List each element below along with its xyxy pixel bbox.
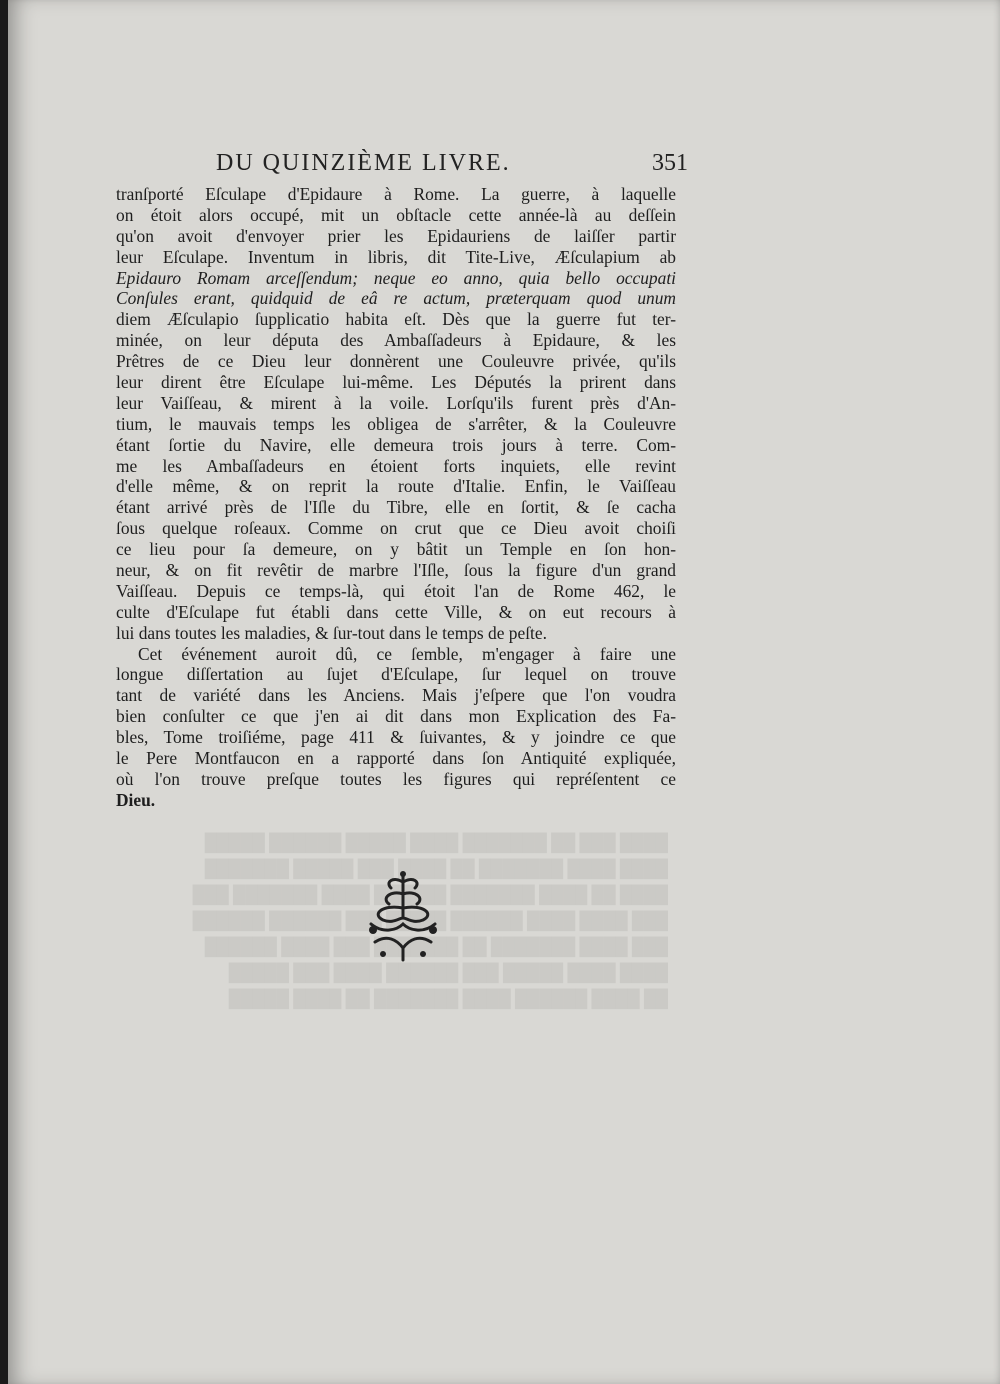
text-line: tant de variété dans les Anciens. Mais j'eſpere que l'on voudra (116, 685, 676, 706)
text-line: qu'on avoit d'envoyer prier les Epidauriens de laiſſer partir (116, 225, 676, 246)
text-line: leur dirent être Eſculape lui-même. Les Députés la prirent dans (116, 372, 676, 393)
bleed-through-text: ████ ███ ██ ███████ ████ █████ ██████ █████ ████ ████ ███████ ██ ████ ███ █████ ███████ ████ ██ ████ ███████ ██████ ████ ███████ ███ ███ ████ ████ ██████ █████ ███ ██████ ██████ ███ ████ ███████ ██ ███████ ███ ████ ██████ ████ ████ █████ ███ ██████ ████ ███ █████ ██ ████ ██████ ████ ███████ ██ ████ █████ (192, 833, 668, 1008)
text-line: Epidauro Romam arceſſendum; neque eo anno, quia bello occupati (116, 267, 676, 288)
text-line: tium, le mauvais temps les obligea de s'arrêter, & la Couleuvre (116, 413, 676, 434)
text-line: ſous quelque roſeaux. Comme on crut que ce Dieu avoit choiſi (116, 518, 676, 539)
text-line: Prêtres de ce Dieu leur donnèrent une Couleuvre privée, qu'ils (116, 351, 676, 372)
text-line: tranſporté Eſculape d'Epidaure à Rome. La guerre, à laquelle (116, 184, 676, 204)
text-line: culte d'Eſculape fut établi dans cette Ville, & on eut recours à (116, 601, 676, 622)
running-title: DU QUINZIÈME LIVRE. (216, 150, 511, 176)
text-line: ce lieu pour ſa demeure, on y bâtit un Temple en ſon hon- (116, 539, 676, 560)
text-line: longue diſſertation au ſujet d'Eſculape, ſur lequel on trouve (116, 664, 676, 685)
text-line: étant ſortie du Navire, elle demeura trois jours à terre. Com- (116, 434, 676, 455)
text-line: minée, on leur députa des Ambaſſadeurs à Epidaure, & les (116, 330, 676, 351)
text-line: me les Ambaſſadeurs en étoient forts inquiets, elle revint (116, 455, 676, 476)
text-line: neur, & on fit revêtir de marbre l'Iſle, ſous la figure d'un grand (116, 560, 676, 581)
text-line: leur Eſculape. Inventum in libris, dit Tite-Live, Æſculapium ab (116, 246, 676, 267)
text-line: Conſules erant, quidquid de eâ re actum, præterquam quod unum (116, 288, 676, 309)
main-text (116, 184, 676, 811)
book-page (8, 0, 1000, 1384)
text-line: Cet événement auroit dû, ce ſemble, m'engager à faire une (138, 643, 676, 664)
text-line: Dieu. (116, 789, 156, 810)
text-line: où l'on trouve preſque toutes les figures qui repréſentent ce (116, 768, 676, 789)
text-line: d'elle même, & on reprit la route d'Italie. Enfin, le Vaiſſeau (116, 476, 676, 497)
text-line: bien conſulter ce que j'en ai dit dans mon Explication des Fa- (116, 706, 676, 727)
running-header (216, 150, 688, 184)
text-line: diem Æſculapio ſupplicatio habita eſt. Dès que la guerre fut ter- (116, 309, 676, 330)
text-line: le Pere Montfaucon en a rapporté dans ſon Antiquité expliquée, (116, 748, 676, 769)
text-line: Vaiſſeau. Depuis ce temps-là, qui étoit l'an de Rome 462, le (116, 580, 676, 601)
text-line: leur Vaiſſeau, & mirent à la voile. Lorſqu'ils furent près d'An- (116, 392, 676, 413)
page-number: 351 (652, 150, 688, 176)
text-line: étant arrivé près de l'Iſle du Tibre, elle en ſortit, & ſe cacha (116, 497, 676, 518)
text-line: lui dans toutes les maladies, & ſur-tout dans le temps de peſte. (116, 622, 547, 643)
fleuron-ornament (353, 868, 453, 964)
text-line: bles, Tome troiſiéme, page 411 & ſuivantes, & y joindre ce que (116, 727, 676, 748)
text-line: on étoit alors occupé, mit un obſtacle cette année-là au deſſein (116, 204, 676, 225)
